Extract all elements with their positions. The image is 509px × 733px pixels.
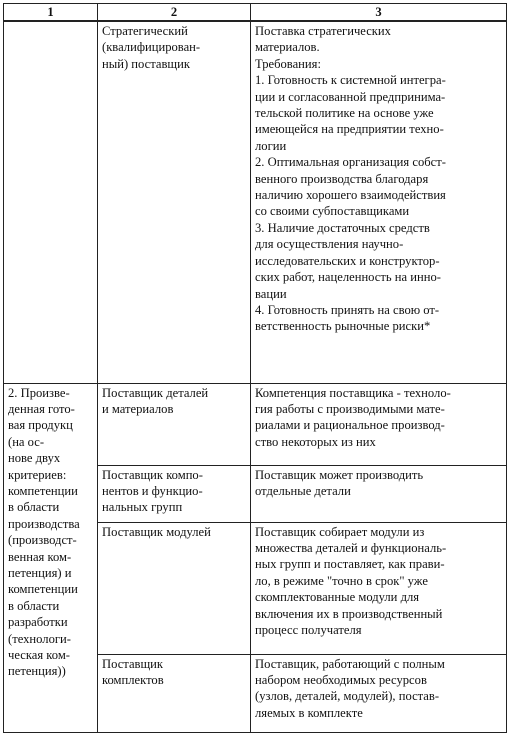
cell-line: Поставщик модулей [102,524,211,539]
cell-line: для осуществления научно- [255,237,404,252]
supplier-type-cell [98,654,251,732]
cell-line: ческая ком- [8,648,70,662]
cell-line: скомплектованные модули для [255,590,420,605]
description-cell [251,654,507,732]
cell-line: ный) поставщик [102,56,190,71]
cell-line: имеющейся на предприятии техно- [255,122,444,137]
cell-line: 4. Готовность принять на свою от- [255,302,440,317]
cell-line: риалами и рациональное производ- [255,418,445,433]
table-row [4,21,507,383]
description-cell [251,21,507,383]
cell-line: процесс получателя [255,622,362,637]
cell-line: критериев: [8,467,67,482]
cell-line: Поставщик [102,656,164,671]
cell-line: денная гото- [8,401,75,416]
table-row [4,383,507,465]
cell-line: логии [255,138,287,153]
cell-line: исследовательских и конструктор- [255,253,440,268]
cell-line: Стратегический [102,24,188,38]
cell-line: 3. Наличие достаточных средств [255,220,430,235]
cell-line: ло, в режиме "точно в срок" уже [255,573,428,588]
cell-line: Поставщик, работающий с полным [255,656,445,671]
cell-line: Требования: [255,56,321,71]
cell-line: Поставщик собирает модули из [255,524,425,539]
cell-line: нове двух [8,451,61,466]
column-header-1: 1 [4,4,98,22]
cell-line: петенция) и [8,565,72,580]
cell-line: материалов. [255,40,320,55]
cell-line: наличию хорошего взаимодействия [255,188,446,203]
cell-line: включения их в производственный [255,606,443,621]
cell-line: ляемых в комплекте [255,705,363,720]
description-cell [251,383,507,465]
cell-line: Поставка стратегических [255,24,391,38]
cell-line: в области [8,598,60,613]
cell-line: компетенции [8,582,78,597]
column-header-3: 3 [251,4,507,22]
supplier-types-table [3,3,507,733]
cell-line: Поставщик деталей [102,385,209,400]
cell-line: петенция)) [8,664,66,679]
header-row [4,4,507,22]
cell-line: (квалифицирован- [102,40,201,55]
cell-line: ции и согласованной предпринима- [255,89,446,104]
cell-line: производства [8,516,80,531]
cell-line: разработки [8,615,68,630]
cell-line: гия работы с производимыми мате- [255,401,445,416]
cell-line: вая продукц [8,418,73,433]
group-label-cell [4,383,98,732]
cell-line: Поставщик компо- [102,467,203,482]
cell-line: вации [255,286,287,301]
cell-line: в области [8,500,60,515]
cell-line: множества деталей и функциональ- [255,540,447,555]
cell-line: (технологи- [8,631,71,646]
cell-line: Компетенция поставщика - техноло- [255,385,451,400]
cell-line: ных групп и поставляет, как прави- [255,557,445,572]
cell-line: комплектов [102,672,164,687]
description-cell [251,465,507,522]
empty-cell [4,21,98,383]
cell-line: компетенции [8,483,78,498]
cell-line: (производст- [8,533,77,548]
cell-line: нентов и функцио- [102,483,203,498]
cell-line: со своими субпоставщиками [255,204,410,219]
cell-line: венного производства благодаря [255,171,429,186]
cell-line: (узлов, деталей, модулей), постав- [255,689,440,704]
cell-line: 2. Оптимальная организация собст- [255,155,446,170]
cell-line: ство некоторых из них [255,434,376,449]
supplier-type-cell [98,522,251,654]
cell-line: нальных групп [102,500,183,515]
description-cell [251,522,507,654]
cell-line: ветственность рыночные риски* [255,319,431,334]
cell-line: набором необходимых ресурсов [255,672,427,687]
cell-line: 2. Произве- [8,385,70,400]
cell-line: 1. Готовность к системной интегра- [255,73,446,88]
cell-line: ских работ, нацеленность на инно- [255,270,441,285]
cell-line: венная ком- [8,549,72,564]
supplier-type-cell [98,465,251,522]
cell-line: Поставщик может производить [255,467,424,482]
supplier-type-cell [98,383,251,465]
column-header-2: 2 [98,4,251,22]
cell-line: тельской политике на основе уже [255,106,434,121]
cell-line: отдельные детали [255,483,351,498]
supplier-type-cell [98,21,251,383]
cell-line: (на ос- [8,434,45,449]
cell-line: и материалов [102,401,174,416]
